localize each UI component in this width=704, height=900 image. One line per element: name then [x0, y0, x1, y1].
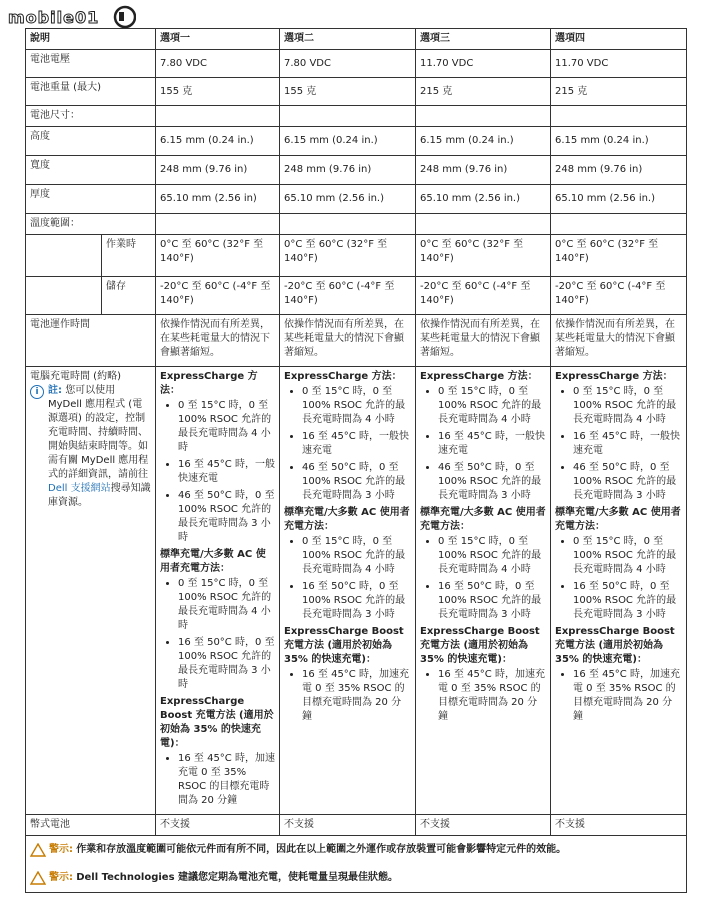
cell-value: 0°C 至 60°C (32°F 至 140°F) — [156, 235, 280, 277]
standard-charge-title: 標準充電/大多數 AC 使用者充電方法： — [420, 507, 546, 532]
charge-time-label: 電腦充電時間 (約略) — [30, 371, 121, 382]
cell-value: 11.70 VDC — [416, 50, 551, 78]
table-row — [26, 277, 687, 315]
cell-value: 7.80 VDC — [280, 50, 416, 78]
table-row — [26, 50, 687, 78]
table-row — [26, 315, 687, 367]
logo-text: mobile01 — [8, 8, 100, 27]
cell-value: 不支援 — [416, 815, 551, 836]
cell-value: 155 克 — [156, 78, 280, 106]
cell-value: 155 克 — [280, 78, 416, 106]
cell-value: 6.15 mm (0.24 in.) — [156, 127, 280, 156]
table-row-warnings — [26, 836, 687, 893]
table-row — [26, 127, 687, 156]
row-label-depth: 厚度 — [26, 185, 156, 214]
warning-label: 警示: — [49, 872, 73, 883]
list-item: • 16 至 45°C 時，一般快速充電 — [302, 430, 411, 458]
list-item: • 0 至 15°C 時，0 至 100% RSOC 允許的最長充電時間為 4 小時 — [438, 385, 546, 427]
cell-value: 248 mm (9.76 in) — [416, 156, 551, 185]
warning-2 — [28, 867, 684, 889]
list-item: • 16 至 45°C 時，一般快速充電 — [178, 458, 275, 486]
list-item: • 0 至 15°C 時，0 至 100% RSOC 允許的最長充電時間為 4 小時 — [178, 399, 275, 455]
cell-value: -20°C 至 60°C (-4°F 至 140°F) — [416, 277, 551, 315]
list-item: • 16 至 45°C 時，加速充電 0 至 35% RSOC 的目標充電時間為 20 分鐘 — [573, 668, 682, 724]
note-text: 您可以使用 MyDell 應用程式 (電源選項) 的設定，控制充電時間、持續時間、開始與結束時間等。如需有關 MyDell 應用程式的詳細資訊，請前往 — [48, 385, 149, 480]
cell-value: 依操作情況而有所差異，在某些耗電量大的情況下會顯著縮短。 — [551, 315, 687, 367]
list-item: • 46 至 50°C 時，0 至 100% RSOC 允許的最長充電時間為 3 小時 — [573, 461, 682, 503]
note-text-end: 搜尋知識庫資源。 — [48, 483, 151, 508]
table-row — [26, 235, 687, 277]
row-label-height: 高度 — [26, 127, 156, 156]
cell-value: 6.15 mm (0.24 in.) — [280, 127, 416, 156]
warning-text: Dell Technologies 建議您定期為電池充電，使耗電量呈現最佳狀態。 — [76, 872, 399, 883]
warning-label: 警示: — [49, 844, 73, 855]
cell-value: 6.15 mm (0.24 in.) — [551, 127, 687, 156]
header-option-4: 選項四 — [551, 29, 687, 50]
express-charge-title: ExpressCharge 方法： — [555, 371, 673, 382]
cell-value: 11.70 VDC — [551, 50, 687, 78]
row-label-weight: 電池重量 (最大) — [26, 78, 156, 106]
standard-charge-title: 標準充電/大多數 AC 使用者充電方法： — [284, 507, 410, 532]
list-item: • 0 至 15°C 時，0 至 100% RSOC 允許的最長充電時間為 4 小時 — [573, 385, 682, 427]
list-item: • 16 至 45°C 時，加速充電 0 至 35% RSOC 的目標充電時間為 20 分鐘 — [178, 752, 275, 808]
express-charge-title: ExpressCharge 方法： — [160, 371, 258, 396]
cell-value: 248 mm (9.76 in) — [156, 156, 280, 185]
cell-value: 0°C 至 60°C (32°F 至 140°F) — [551, 235, 687, 277]
table-row — [26, 815, 687, 836]
header-option-1: 選項一 — [156, 29, 280, 50]
list-item: • 0 至 15°C 時，0 至 100% RSOC 允許的最長充電時間為 4 小時 — [438, 535, 546, 577]
cell-value: -20°C 至 60°C (-4°F 至 140°F) — [156, 277, 280, 315]
note — [30, 384, 151, 510]
cell-value: 215 克 — [416, 78, 551, 106]
charge-cell-option-2 — [280, 367, 416, 815]
header-option-2: 選項二 — [280, 29, 416, 50]
mobile01-logo — [6, 4, 136, 30]
table-row — [26, 78, 687, 106]
warning-icon — [30, 843, 46, 857]
row-label-charge-time — [26, 367, 156, 815]
row-label-dimensions: 電池尺寸： — [26, 106, 156, 127]
charge-cell-option-3 — [416, 367, 551, 815]
cell-value: 65.10 mm (2.56 in) — [156, 185, 280, 214]
cell-value: 不支援 — [280, 815, 416, 836]
list-item: • 16 至 45°C 時，加速充電 0 至 35% RSOC 的目標充電時間為 20 分鐘 — [302, 668, 411, 724]
list-item: • 0 至 15°C 時，0 至 100% RSOC 允許的最長充電時間為 4 小時 — [573, 535, 682, 577]
list-item: • 16 至 45°C 時，加速充電 0 至 35% RSOC 的目標充電時間為 20 分鐘 — [438, 668, 546, 724]
row-label-coin-cell: 幣式電池 — [26, 815, 156, 836]
cell-value: 248 mm (9.76 in) — [551, 156, 687, 185]
row-label-width: 寬度 — [26, 156, 156, 185]
cell-value: 65.10 mm (2.56 in.) — [416, 185, 551, 214]
dell-support-link[interactable]: Dell 支援網站 — [48, 483, 111, 494]
charge-cell-option-4 — [551, 367, 687, 815]
list-item: • 0 至 15°C 時，0 至 100% RSOC 允許的最長充電時間為 4 小時 — [302, 385, 411, 427]
cell-value: 不支援 — [156, 815, 280, 836]
cell-value: 依操作情況而有所差異，在某些耗電量大的情況下會顯著縮短。 — [416, 315, 551, 367]
cell-value: 0°C 至 60°C (32°F 至 140°F) — [416, 235, 551, 277]
warning-icon — [30, 871, 46, 885]
cell-value: 215 克 — [551, 78, 687, 106]
table-row — [26, 214, 687, 235]
standard-charge-title: 標準充電/大多數 AC 使用者充電方法： — [160, 549, 266, 574]
table-header-row — [26, 29, 687, 50]
list-item: • 16 至 50°C 時，0 至 100% RSOC 允許的最長充電時間為 3 小時 — [302, 580, 411, 622]
boost-charge-title: ExpressCharge Boost 充電方法 (適用於初始為 35% 的快速充電)： — [284, 626, 404, 665]
cell-value: -20°C 至 60°C (-4°F 至 140°F) — [280, 277, 416, 315]
row-label-temperature: 溫度範圍： — [26, 214, 156, 235]
standard-charge-title: 標準充電/大多數 AC 使用者充電方法： — [555, 507, 681, 532]
list-item: • 16 至 45°C 時，一般快速充電 — [438, 430, 546, 458]
list-item: • 16 至 50°C 時，0 至 100% RSOC 允許的最長充電時間為 3 小時 — [438, 580, 546, 622]
list-item: • 16 至 45°C 時，一般快速充電 — [573, 430, 682, 458]
express-charge-title: ExpressCharge 方法： — [284, 371, 402, 382]
header-option-3: 選項三 — [416, 29, 551, 50]
table-row — [26, 106, 687, 127]
row-label-voltage: 電池電壓 — [26, 50, 156, 78]
cell-value: 7.80 VDC — [156, 50, 280, 78]
list-item: • 0 至 15°C 時，0 至 100% RSOC 允許的最長充電時間為 4 小時 — [302, 535, 411, 577]
battery-spec-table — [25, 28, 687, 893]
table-row-charge-time — [26, 367, 687, 815]
boost-charge-title: ExpressCharge Boost 充電方法 (適用於初始為 35% 的快速充電)： — [555, 626, 675, 665]
row-label-storage: 儲存 — [102, 277, 156, 315]
boost-charge-title: ExpressCharge Boost 充電方法 (適用於初始為 35% 的快速充電)： — [420, 626, 540, 665]
warnings-cell — [26, 836, 687, 893]
charge-cell-option-1 — [156, 367, 280, 815]
cell-value: 依操作情況而有所差異，在某些耗電量大的情況下會顯著縮短。 — [280, 315, 416, 367]
warning-1 — [28, 839, 684, 861]
cell-value: 65.10 mm (2.56 in.) — [280, 185, 416, 214]
row-label-operating: 作業時 — [102, 235, 156, 277]
row-label-runtime: 電池運作時間 — [26, 315, 156, 367]
list-item: • 46 至 50°C 時，0 至 100% RSOC 允許的最長充電時間為 3 小時 — [302, 461, 411, 503]
cell-value: 6.15 mm (0.24 in.) — [416, 127, 551, 156]
list-item: • 0 至 15°C 時，0 至 100% RSOC 允許的最長充電時間為 4 小時 — [178, 577, 275, 633]
cell-value: 248 mm (9.76 in) — [280, 156, 416, 185]
warning-text: 作業和存放溫度範圍可能依元件而有所不同，因此在以上範圍之外運作或存放裝置可能會影響特定元件的效能。 — [76, 844, 567, 855]
note-label: 註: — [48, 385, 62, 396]
cell-value: 0°C 至 60°C (32°F 至 140°F) — [280, 235, 416, 277]
express-charge-title: ExpressCharge 方法： — [420, 371, 538, 382]
table-row — [26, 185, 687, 214]
cell-value: 65.10 mm (2.56 in.) — [551, 185, 687, 214]
list-item: • 16 至 50°C 時，0 至 100% RSOC 允許的最長充電時間為 3 小時 — [573, 580, 682, 622]
boost-charge-title: ExpressCharge Boost 充電方法 (適用於初始為 35% 的快速充電)： — [160, 696, 274, 749]
cell-value: -20°C 至 60°C (-4°F 至 140°F) — [551, 277, 687, 315]
table-row — [26, 156, 687, 185]
header-description: 說明 — [26, 29, 156, 50]
list-item: • 16 至 50°C 時，0 至 100% RSOC 允許的最長充電時間為 3 小時 — [178, 636, 275, 692]
list-item: • 46 至 50°C 時，0 至 100% RSOC 允許的最長充電時間為 3 小時 — [438, 461, 546, 503]
cell-value: 不支援 — [551, 815, 687, 836]
cell-value: 依操作情況而有所差異，在某些耗電量大的情況下會顯著縮短。 — [156, 315, 280, 367]
list-item: • 46 至 50°C 時，0 至 100% RSOC 允許的最長充電時間為 3 小時 — [178, 489, 275, 545]
info-icon: i — [30, 385, 44, 399]
